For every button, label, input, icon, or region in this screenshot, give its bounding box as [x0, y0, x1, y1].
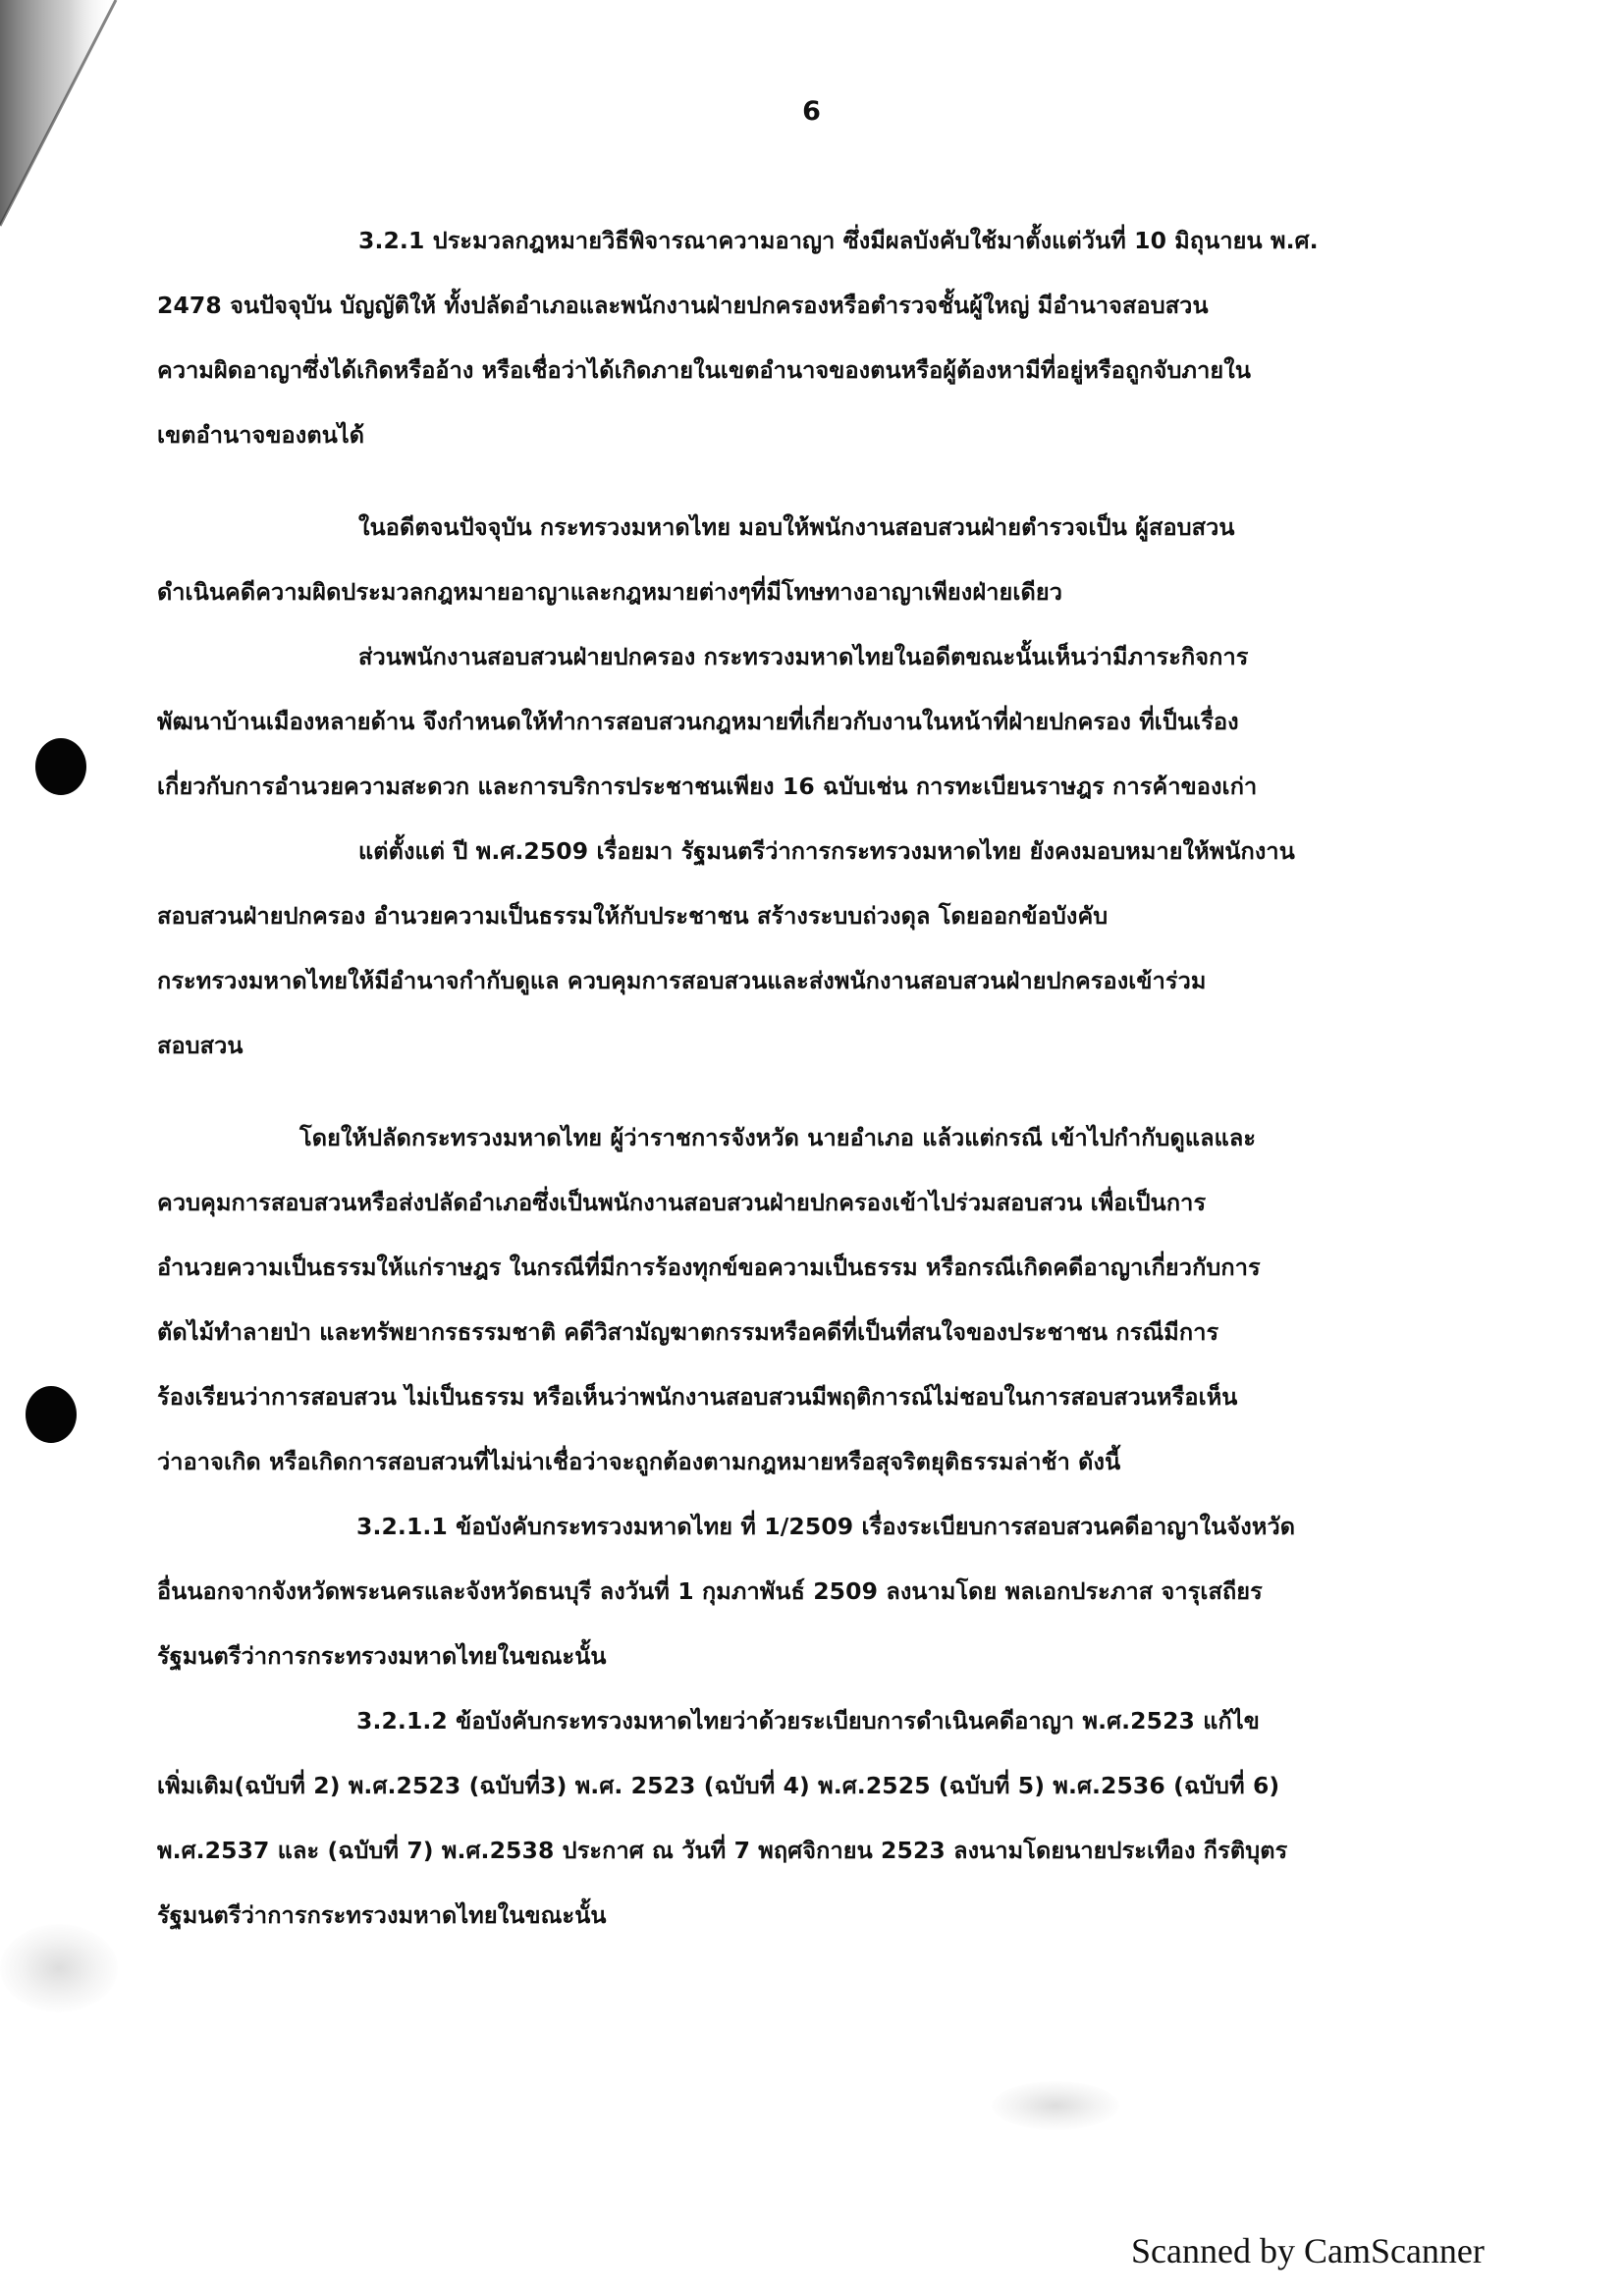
text-line: พัฒนาบ้านเมืองหลายด้าน จึงกำหนดให้ทำการสอบสวนกฎหมายที่เกี่ยวกับงานในหน้าที่ฝ่ายปกครอง ที่เป็นเรื่อง [157, 708, 1239, 735]
text-line: อื่นนอกจากจังหวัดพระนครและจังหวัดธนบุรี ลงวันที่ 1 กุมภาพันธ์ 2509 ลงนามโดย พลเอกประภาส จารุเสถียร [157, 1577, 1263, 1605]
text-line: เขตอำนาจของตนได้ [157, 421, 365, 449]
text-line: ส่วนพนักงานสอบสวนฝ่ายปกครอง กระทรวงมหาดไทยในอดีตขณะนั้นเห็นว่ามีภาระกิจการ [358, 643, 1249, 670]
text-line: ดำเนินคดีความผิดประมวลกฎหมายอาญาและกฎหมายต่างๆที่มีโทษทางอาญาเพียงฝ่ายเดียว [157, 578, 1063, 606]
camscanner-watermark: Scanned by CamScanner [1131, 2231, 1485, 2270]
text-line: ว่าอาจเกิด หรือเกิดการสอบสวนที่ไม่น่าเชื่อว่าจะถูกต้องตามกฎหมายหรือสุจริตยุติธรรมล่าช้า ดังนี้ [157, 1448, 1121, 1475]
scan-smudge [0, 1924, 118, 2012]
scan-edge-shadow [0, 0, 177, 314]
punch-hole-lower [26, 1386, 77, 1443]
paragraph-gap [157, 1078, 1471, 1105]
text-line: สอบสวนฝ่ายปกครอง อำนวยความเป็นธรรมให้กับประชาชน สร้างระบบถ่วงดุล โดยออกข้อบังคับ [157, 902, 1109, 930]
text-line: เพิ่มเติม(ฉบับที่ 2) พ.ศ.2523 (ฉบับที่3) พ.ศ. 2523 (ฉบับที่ 4) พ.ศ.2525 (ฉบับที่ 5) พ.ศ.2536 (ฉบับที่ 6) [157, 1772, 1280, 1799]
text-line: สอบสวน [157, 1032, 243, 1059]
scan-smudge [992, 2081, 1119, 2130]
punch-hole-upper [35, 738, 86, 795]
text-line: 2478 จนปัจจุบัน บัญญัติให้ ทั้งปลัดอำเภอและพนักงานฝ่ายปกครองหรือตำรวจชั้นผู้ใหญ่ มีอำนาจสอบสวน [157, 292, 1209, 319]
text-line: อำนวยความเป็นธรรมให้แก่ราษฎร ในกรณีที่มีการร้องทุกข์ขอความเป็นธรรม หรือกรณีเกิดคดีอาญาเกี่ยวกับการ [157, 1254, 1261, 1281]
text-line: พ.ศ.2537 และ (ฉบับที่ 7) พ.ศ.2538 ประกาศ ณ วันที่ 7 พฤศจิกายน 2523 ลงนามโดยนายประเทือง กีรติบุตร [157, 1837, 1288, 1864]
page-number: 6 [802, 96, 821, 127]
text-line: ความผิดอาญาซึ่งได้เกิดหรืออ้าง หรือเชื่อว่าได้เกิดภายในเขตอำนาจของตนหรือผู้ต้องหามีที่อยู่หรือถูกจับภายใน [157, 356, 1252, 384]
text-line: รัฐมนตรีว่าการกระทรวงมหาดไทยในขณะนั้น [157, 1901, 607, 1929]
document-body [157, 208, 1471, 1948]
text-line: 3.2.1 ประมวลกฎหมายวิธีพิจารณาความอาญา ซึ่งมีผลบังคับใช้มาตั้งแต่วันที่ 10 มิถุนายน พ.ศ. [358, 227, 1319, 254]
paragraph-gap [157, 467, 1471, 495]
text-line: 3.2.1.1 ข้อบังคับกระทรวงมหาดไทย ที่ 1/2509 เรื่องระเบียบการสอบสวนคดีอาญาในจังหวัด [356, 1513, 1296, 1540]
text-line: โดยให้ปลัดกระทรวงมหาดไทย ผู้ว่าราชการจังหวัด นายอำเภอ แล้วแต่กรณี เข้าไปกำกับดูแลและ [299, 1124, 1257, 1151]
text-line: ตัดไม้ทำลายป่า และทรัพยากรธรรมชาติ คดีวิสามัญฆาตกรรมหรือคดีที่เป็นที่สนใจของประชาชน กรณีมีการ [157, 1318, 1219, 1346]
text-line: ในอดีตจนปัจจุบัน กระทรวงมหาดไทย มอบให้พนักงานสอบสวนฝ่ายตำรวจเป็น ผู้สอบสวน [358, 513, 1235, 541]
text-line: กระทรวงมหาดไทยให้มีอำนาจกำกับดูแล ควบคุมการสอบสวนและส่งพนักงานสอบสวนฝ่ายปกครองเข้าร่วม [157, 967, 1207, 994]
text-line: 3.2.1.2 ข้อบังคับกระทรวงมหาดไทยว่าด้วยระเบียบการดำเนินคดีอาญา พ.ศ.2523 แก้ไข [356, 1707, 1260, 1735]
text-line: แต่ตั้งแต่ ปี พ.ศ.2509 เรื่อยมา รัฐมนตรีว่าการกระทรวงมหาดไทย ยังคงมอบหมายให้พนักงาน [358, 837, 1295, 865]
text-line: เกี่ยวกับการอำนวยความสะดวก และการบริการประชาชนเพียง 16 ฉบับเช่น การทะเบียนราษฎร การค้าของเก่า [157, 773, 1258, 800]
text-line: ร้องเรียนว่าการสอบสวน ไม่เป็นธรรม หรือเห็นว่าพนักงานสอบสวนมีพฤติการณ์ไม่ชอบในการสอบสวนหรือเห็น [157, 1383, 1238, 1411]
text-line: รัฐมนตรีว่าการกระทรวงมหาดไทยในขณะนั้น [157, 1642, 607, 1670]
text-line: ควบคุมการสอบสวนหรือส่งปลัดอำเภอซึ่งเป็นพนักงานสอบสวนฝ่ายปกครองเข้าไปร่วมสอบสวน เพื่อเป็นการ [157, 1189, 1207, 1216]
